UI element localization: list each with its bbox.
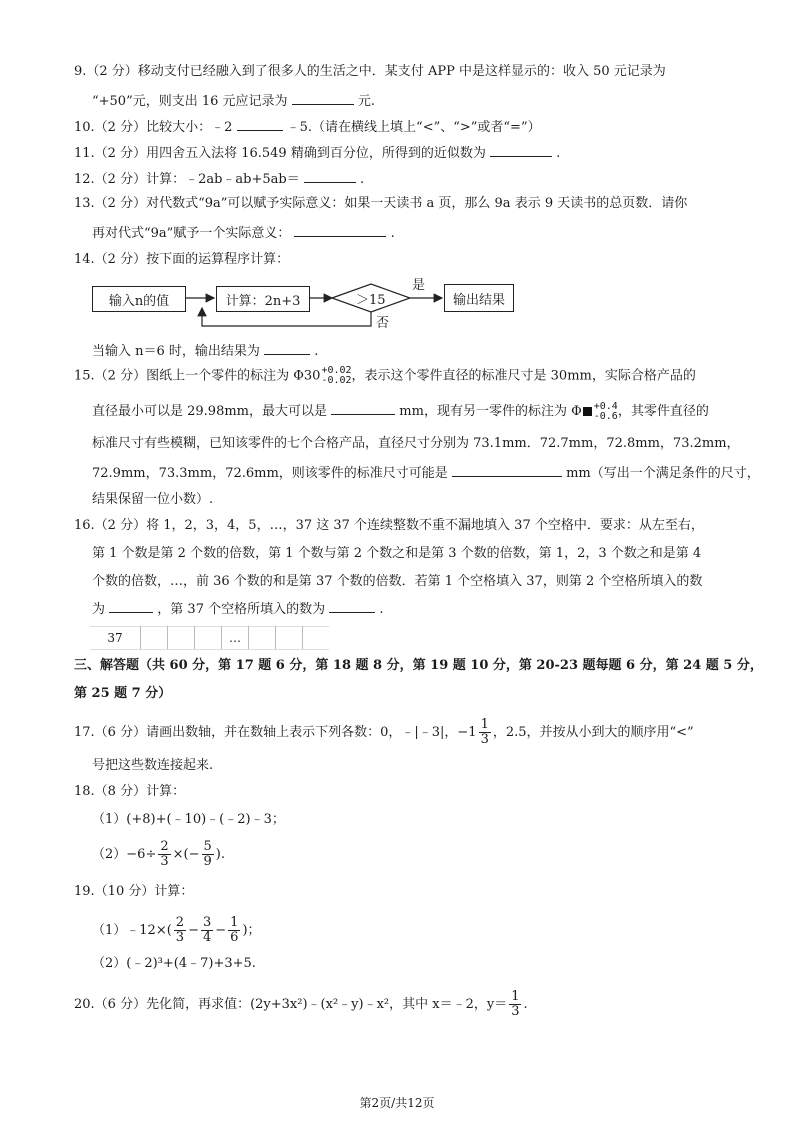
q16-text-b: ，第 37 个空格所填入的数为 [157,602,326,617]
q16-line4 [92,598,384,620]
tol1-upper: +0.02 [321,365,352,376]
flowchart [86,278,526,342]
table-row [90,627,329,650]
q19-part2: （2）(﹣2)³+(4﹣7)+3+5. [92,956,256,971]
flow-output-box: 输出结果 [444,284,514,312]
q11-text-a: 11.（2 分）用四舍五入法将 16.549 精确到百分位，所得到的近似数为 [74,146,486,161]
q20-text-b: . [523,997,528,1012]
q18-part2 [92,840,225,869]
q14-intro: 14.（2 分）按下面的运算程序计算： [74,252,290,267]
q17-text-a: 17.（6 分）请画出数轴，并在数轴上表示下列各数：0，﹣|﹣3|， [74,725,458,740]
q17-mixed-whole: −1 [457,725,477,740]
q18-p2-expr-a: −6÷ [126,847,157,862]
table-cell[interactable] [141,627,168,650]
q16-last-blank[interactable] [329,598,375,613]
q15-line2 [92,400,709,422]
q11-text-b: . [556,146,561,161]
fraction-numerator: 1 [511,989,520,1004]
table-cell[interactable] [249,627,276,650]
q19-intro: 19.（10 分）计算： [74,884,194,899]
q15-line4 [92,462,760,484]
flow-input-box: 输入n的值 [92,286,186,312]
page-footer: 第2页/共12页 [359,1096,435,1110]
q20-line [74,990,528,1019]
fraction-denominator: 3 [175,930,185,945]
q12-text-b: . [360,172,365,187]
q15-standard-blank[interactable] [452,462,562,477]
q10-text-b: ﹣5.（请在横线上填上“<”、“>”或者“=”） [286,120,541,135]
q11-line [74,142,560,164]
q14-after [92,340,318,362]
table-cell[interactable] [195,627,222,650]
q16-number-table [90,626,329,650]
q15-text-4b: mm（写出一个满足条件的尺寸， [566,466,760,481]
q17-text-b: ，2.5，并按从小到大的顺序用“<” [492,725,694,740]
flow-yes-label: 是 [412,278,426,293]
q14-text-b: . [314,344,319,359]
q10-line [74,116,541,138]
fraction-numerator: 2 [175,915,185,930]
q19-fraction-2 [201,916,213,945]
q16-line2: 第 1 个数是第 2 个数的倍数，第 1 个数与第 2 个数之和是第 3 个数的倍数，第 1，2，3 个数之和是第 4 [92,546,702,561]
q16-text-c: . [379,602,384,617]
q19-p1-label: （1）﹣12×( [92,923,172,938]
q18-p2-expr-c: ). [215,847,225,862]
q9-text-b: 元. [357,94,375,109]
q14-answer-blank[interactable] [264,340,310,355]
q16-text-a: 为 [92,602,106,617]
blurred-square-icon [583,407,592,416]
q15-text-2b: mm，现有另一零件的标注为 Φ [399,404,582,419]
table-cell[interactable]: 37 [90,627,141,650]
q17-line1 [74,718,694,747]
q18-p2-minus: − [188,847,200,862]
flow-condition: ＞15 [356,293,386,308]
q13-text-a: 再对代式“9a”赋予一个实际意义： [92,226,291,241]
q13-line1: 13.（2 分）对代数式“9a”可以赋予实际意义：如果一天读书 a 页，那么 9a 表示 9 天读书的总页数．请你 [74,196,688,211]
q20-fraction [509,990,521,1019]
q15-line1 [74,366,696,387]
q15-text-2c: ，其零件直径的 [617,404,709,419]
q18-intro: 18.（8 分）计算： [74,784,186,799]
fraction-numerator: 5 [203,839,212,854]
fraction-numerator: 1 [230,915,239,930]
q15-max-blank[interactable] [331,400,395,415]
q15-tolerance-1 [321,366,351,386]
q18-p2-expr-b: ×( [172,847,189,862]
q19-fraction-1 [174,916,186,945]
fraction-denominator: 9 [203,854,212,869]
q20-text-a: 20.（6 分）先化简，再求值：(2y+3x²)﹣(x²﹣y)﹣x²，其中 x＝﹣2，y＝ [74,997,508,1012]
q15-line5: 结果保留一位小数）. [92,492,214,507]
q15-text-1b: ，表示这个零件直径的标准尺寸是 30mm，实际合格产品的 [351,368,696,384]
q19-fraction-3 [228,916,240,945]
q18-fraction-1 [158,840,170,869]
table-cell: … [222,627,249,650]
q9-line1: 9.（2 分）移动支付已经融入到了很多人的生活之中．某支付 APP 中是这样显示的：收入 50 元记录为 [74,64,666,79]
flow-compute-box: 计算：2n+3 [216,286,310,312]
flow-no-label: 否 [376,316,390,331]
q19-minus-2: − [215,923,227,938]
q17-line2: 号把这些数连接起来. [92,758,214,773]
q16-line3: 个数的倍数，…，前 36 个数的和是第 37 个数的倍数．若第 1 个空格填入 37，则第 2 个空格所填入的数 [92,574,703,589]
tol2-upper: +0.4 [593,400,618,412]
table-cell[interactable] [168,627,195,650]
q18-part1: （1）(+8)+(﹣10)﹣(﹣2)﹣3； [92,812,285,827]
section3-heading-line1: 三、解答题（共 60 分，第 17 题 6 分，第 18 题 8 分，第 19 题 10 分，第 20-23 题每题 6 分，第 24 题 5 分， [74,658,763,673]
fraction-denominator: 3 [511,1004,520,1019]
tol2-lower: -0.6 [593,410,618,422]
fraction-numerator: 2 [160,839,169,854]
q16-second-blank[interactable] [109,598,153,613]
q11-answer-blank[interactable] [490,142,552,157]
q10-answer-blank[interactable] [237,116,283,131]
q9-line2 [92,90,375,112]
q13-text-b: . [390,226,395,241]
q9-answer-blank[interactable] [292,90,354,105]
q15-text-2a: 直径最小可以是 29.98mm，最大可以是 [92,404,328,419]
fraction-denominator: 6 [230,930,239,945]
tol1-lower: -0.02 [321,375,352,386]
fraction-numerator: 1 [480,717,489,732]
q13-line2 [92,222,395,244]
section3-heading-line2: 第 25 题 7 分） [74,686,172,701]
q15-text-4a: 72.9mm，73.3mm，72.6mm，则该零件的标准尺寸可能是 [92,466,448,481]
table-cell[interactable] [303,627,330,650]
fraction-denominator: 3 [480,732,489,747]
q17-fraction [479,718,491,747]
q18-p2-label: （2） [92,847,127,862]
fraction-denominator: 4 [202,930,212,945]
q15-text-1a: 15.（2 分）图纸上一个零件的标注为 Φ30 [74,368,321,384]
q19-part1 [92,916,261,945]
q12-answer-blank[interactable] [304,168,356,183]
q19-minus-1: − [188,923,199,938]
q15-tolerance-2 [594,402,618,422]
q13-answer-blank[interactable] [294,222,386,237]
q19-p1-end: )； [242,923,261,938]
fraction-numerator: 3 [202,915,212,930]
q18-fraction-2 [202,840,214,869]
fraction-denominator: 3 [160,854,169,869]
q15-line3: 标准尺寸有些模糊，已知该零件的七个合格产品，直径尺寸分别为 73.1mm．72.7mm，72.8mm，73.2mm， [92,436,740,451]
table-cell[interactable] [276,627,303,650]
q10-text-a: 10.（2 分）比较大小：﹣2 [74,120,233,135]
q12-line [74,168,364,190]
q16-line1: 16.（2 分）将 1，2，3，4，5，…，37 这 37 个连续整数不重不漏地填入 37 个空格中．要求：从左至右， [74,518,704,533]
q9-text-a: “+50”元，则支出 16 元应记录为 [92,94,288,109]
q12-text-a: 12.（2 分）计算：﹣2ab﹣ab+5ab＝ [74,172,300,187]
q14-text-a: 当输入 n＝6 时，输出结果为 [92,344,260,359]
